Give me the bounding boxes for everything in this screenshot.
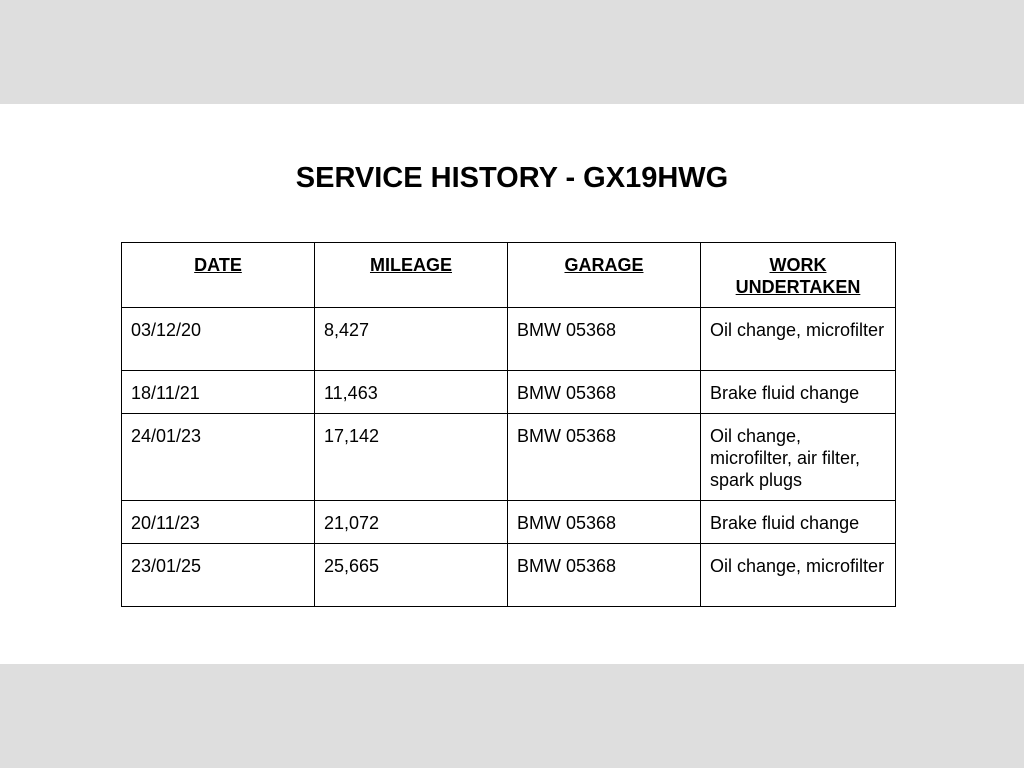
table-row xyxy=(122,414,896,501)
cell-garage: BMW 05368 xyxy=(508,414,701,501)
cell-garage: BMW 05368 xyxy=(508,501,701,544)
cell-date: 24/01/23 xyxy=(122,414,315,501)
cell-garage: BMW 05368 xyxy=(508,544,701,607)
cell-work: Oil change, microfilter xyxy=(701,308,896,371)
slide xyxy=(0,104,1024,664)
table-row xyxy=(122,501,896,544)
cell-garage: BMW 05368 xyxy=(508,371,701,414)
table-row xyxy=(122,544,896,607)
cell-mileage: 8,427 xyxy=(315,308,508,371)
cell-work: Oil change, microfilter, air filter, spark plugs xyxy=(701,414,896,501)
cell-work: Brake fluid change xyxy=(701,371,896,414)
header-garage: GARAGE xyxy=(508,243,701,308)
service-history-table xyxy=(121,242,896,607)
cell-garage: BMW 05368 xyxy=(508,308,701,371)
header-work-undertaken: WORK UNDERTAKEN xyxy=(701,243,896,308)
cell-date: 23/01/25 xyxy=(122,544,315,607)
cell-mileage: 21,072 xyxy=(315,501,508,544)
cell-mileage: 17,142 xyxy=(315,414,508,501)
header-mileage: MILEAGE xyxy=(315,243,508,308)
cell-mileage: 25,665 xyxy=(315,544,508,607)
cell-mileage: 11,463 xyxy=(315,371,508,414)
cell-date: 20/11/23 xyxy=(122,501,315,544)
cell-work: Oil change, microfilter xyxy=(701,544,896,607)
page-title: SERVICE HISTORY - GX19HWG xyxy=(295,162,729,194)
cell-date: 18/11/21 xyxy=(122,371,315,414)
table-row xyxy=(122,308,896,371)
header-date: DATE xyxy=(122,243,315,308)
table-row xyxy=(122,371,896,414)
cell-work: Brake fluid change xyxy=(701,501,896,544)
table-header-row xyxy=(122,243,896,308)
cell-date: 03/12/20 xyxy=(122,308,315,371)
